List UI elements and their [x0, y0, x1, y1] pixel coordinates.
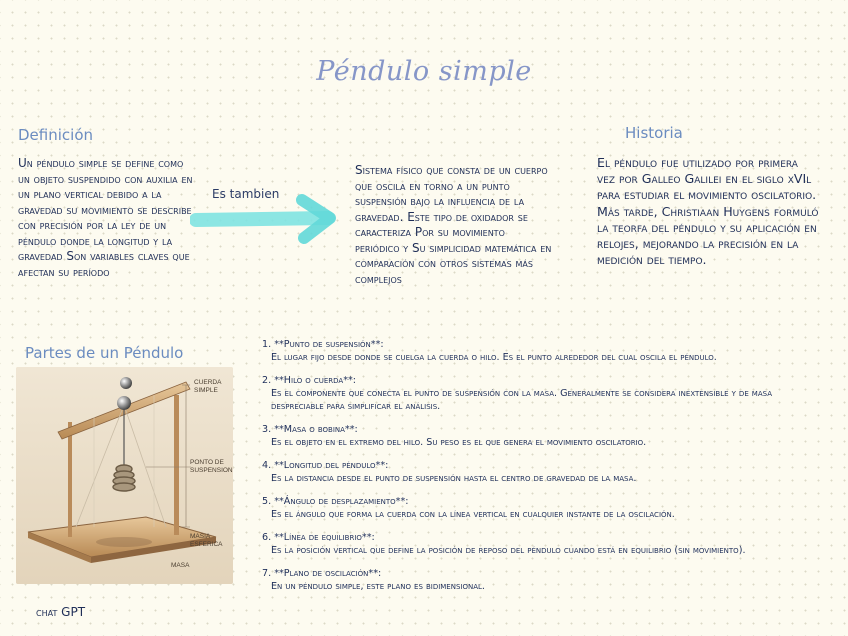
- arrow-label: Es tambien: [212, 187, 280, 201]
- list-item: [262, 338, 802, 364]
- list-item-desc: Es el objeto en el extremo del hilo. Su peso es el que genera el movimiento oscilatorio.: [271, 437, 647, 448]
- list-item-head: 1. **Punto de suspensión**:: [262, 339, 384, 350]
- label-masa-esferica-1: MASIA: [190, 533, 211, 540]
- list-item-desc: Es la distancia desde el punto de suspensión hasta el centro de gravedad de la masa.: [271, 473, 637, 484]
- historia-heading: Historia: [625, 124, 683, 142]
- pendulum-illustration: [16, 367, 233, 584]
- historia-text: El péndulo fue utilizado por primera vez por Galleo Galilei en el siglo xVIl para estudiar el movimiento oscilatorio. Más tarde, Christiaan Huygens formuló la teorfa del péndulo y su aplicación en relojes, mejorando la precisión en la medición del tiempo.: [597, 155, 819, 268]
- label-masa-esferica-2: ESFERICA: [190, 541, 223, 548]
- label-cuerda-1: CUERDA: [194, 379, 222, 386]
- list-item: [262, 531, 802, 557]
- label-punto-2: SUSPENSION: [190, 467, 233, 474]
- list-item-desc: Es la posición vertical que define la posición de reposo del péndulo cuando está en equilibrio (sin movimiento).: [271, 545, 746, 556]
- partes-heading: Partes de un Péndulo: [25, 344, 184, 362]
- sistema-text: Sistema físico que consta de un cuerpo que oscila en torno a un punto suspensión bajo la influencia de la gravedad. Este tipo de oxidador se caracteriza Por su movimiento periódico y Su simplicidad matemática en comparación con otros sistemas más complejos: [355, 163, 552, 286]
- list-item-desc: Es el componente que conecta el punto de suspensión con la masa. Generalmente se considera inextensible y de masa despreciable para simplificar el análisis.: [271, 388, 772, 412]
- page-title: Péndulo simple: [316, 56, 532, 87]
- list-item-head: 4. **Longitud del péndulo**:: [262, 460, 389, 471]
- list-item-head: 5. **Ángulo de desplazamiento**:: [262, 496, 409, 507]
- label-masa: MASA: [171, 562, 190, 569]
- list-item: [262, 459, 802, 485]
- list-item-head: 2. **Hilo o cuerda**:: [262, 375, 357, 386]
- list-item: [262, 374, 802, 413]
- definicion-text: Un péndulo simple se define como un objeto suspendido con auxilia en un plano vertical debido a la gravedad su movimiento se describe con precisión por la ley de un péndulo donde la longitud y la gravedad Son variables claves que afectan su período: [18, 156, 193, 279]
- list-item: [262, 423, 802, 449]
- list-item: [262, 495, 802, 521]
- list-item-desc: Es el ángulo que forma la cuerda con la línea vertical en cualquier instante de la oscilación.: [271, 509, 675, 520]
- list-item-head: 7. **Plano de oscilación**:: [262, 568, 382, 579]
- footer-credit: chat GPT: [36, 605, 86, 619]
- label-punto-1: PONTO DE: [190, 459, 224, 466]
- list-item-head: 6. **Línea de equilibrio**:: [262, 532, 375, 543]
- partes-list: [262, 338, 802, 603]
- list-item-desc: El lugar fijo desde donde se cuelga la cuerda o hilo. Es el punto alrededor del cual oscila el péndulo.: [271, 352, 717, 363]
- list-item-head: 3. **Masa o bobina**:: [262, 424, 358, 435]
- arrow-right-icon: [190, 190, 350, 250]
- list-item-desc: En un péndulo simple, este plano es bidimensional.: [271, 581, 485, 592]
- list-item: [262, 567, 802, 593]
- definicion-heading: Definición: [18, 126, 93, 144]
- label-cuerda-2: SIMPLE: [194, 387, 218, 394]
